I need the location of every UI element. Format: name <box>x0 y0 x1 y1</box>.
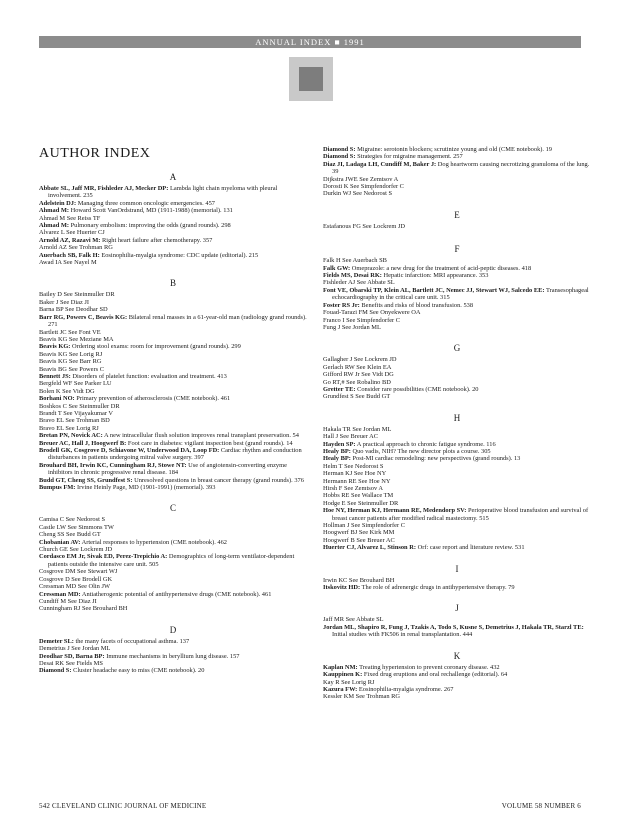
index-entry <box>323 364 591 371</box>
index-entry <box>323 577 591 584</box>
index-column-right <box>323 146 591 701</box>
index-section <box>323 651 591 701</box>
entry-author: Diamond S: <box>323 146 356 153</box>
index-section <box>323 210 591 230</box>
index-section <box>323 343 591 400</box>
index-entry <box>39 336 307 343</box>
section-letter: B <box>169 278 176 289</box>
index-entry <box>39 653 307 660</box>
footer-journal: 542 CLEVELAND CLINIC JOURNAL OF MEDICINE <box>39 802 207 810</box>
journal-logo <box>289 57 333 101</box>
index-entry <box>323 176 591 183</box>
index-entry <box>39 447 307 462</box>
section-letter: G <box>453 343 461 354</box>
index-entry <box>323 272 591 279</box>
entry-author: Ahmad M See Reiss TF <box>39 214 101 222</box>
entry-author: Beavis KG See Meziane MA <box>39 335 114 343</box>
entry-author: Boshkos C See Steinmuller DR <box>39 402 120 410</box>
entry-title: Immune mechanisms in beryllium lung disease. 157 <box>106 652 240 660</box>
entry-title: Cluster headache easy to miss (CME notebook). 20 <box>73 667 205 675</box>
journal-banner: ANNUAL INDEX ■ 1991 <box>39 36 581 48</box>
entry-author: Bergfeld WF See Parker LU <box>39 380 112 388</box>
index-entry <box>39 645 307 652</box>
index-entry <box>323 379 591 386</box>
index-entry <box>323 500 591 507</box>
index-entry <box>39 462 307 477</box>
entry-author: Falk H See Auerbach SB <box>323 257 387 265</box>
entry-author: Hayden SP: <box>323 440 356 448</box>
entry-author: Durkin WJ See Nedorost S <box>323 190 393 198</box>
index-entry <box>323 356 591 363</box>
entry-author: Bravo EL See Lorig RJ <box>39 424 99 432</box>
entry-author: Adelstein DJ: <box>39 199 77 207</box>
entry-title: Quo vadis, NIH? The new director plots a course. 305 <box>352 447 491 455</box>
index-entry <box>323 190 591 197</box>
index-entry <box>39 395 307 402</box>
index-section <box>39 625 307 675</box>
section-letter: A <box>169 172 177 182</box>
index-entry <box>39 237 307 244</box>
entry-title: Eosinophilia-myalgia syndrome. 267 <box>358 685 454 693</box>
entry-author: Bravo EL See Trohman BD <box>39 417 110 425</box>
entry-title: Right heart failure after chemotherapy. 357 <box>102 236 213 244</box>
index-entry <box>323 183 591 190</box>
section-letter: F <box>454 244 460 255</box>
entry-author: Chobanian AV: <box>39 538 81 546</box>
index-entry <box>323 679 591 686</box>
entry-author: Gretter TE: <box>323 385 356 393</box>
entry-author: Beavis KG See Barr RG <box>39 358 102 366</box>
entry-author: Kessler KM See Trohman RG <box>323 693 401 701</box>
entry-author: Diaz JI, Ladaga LH, Cundiff M, Baker J: <box>323 160 437 168</box>
entry-author: Cordasco EM Jr, Sivak ED, Perez-Trepichio A: <box>39 553 168 561</box>
index-entry <box>323 153 591 160</box>
entry-author: Awad IA See Nayel M <box>39 259 97 267</box>
index-entry <box>39 539 307 546</box>
entry-author: Desai RK See Fields MS <box>39 659 103 667</box>
entry-author: Helm T See Nedorost S <box>323 462 384 470</box>
index-entry <box>323 624 591 639</box>
index-entry <box>39 591 307 598</box>
entry-author: Dorosti K See Simpfendorfer C <box>323 183 404 191</box>
entry-title: Orf: case report and literature review. 531 <box>417 544 525 552</box>
entry-author: Herman KJ See Hoe NY <box>323 470 387 478</box>
entry-author: Camisa C See Nedorost S <box>39 516 106 524</box>
index-entry <box>323 492 591 499</box>
footer-volume: VOLUME 58 NUMBER 6 <box>501 802 581 810</box>
entry-title: A practical approach to chronic fatigue syndrome. 116 <box>356 440 496 448</box>
index-entry <box>39 314 307 329</box>
entry-author: Irwin KC See Brouhard BH <box>323 576 395 584</box>
entry-author: Alvarez L See Huerter CJ <box>39 229 105 237</box>
index-entry <box>39 660 307 667</box>
index-entry <box>39 598 307 605</box>
index-column-left <box>39 146 307 675</box>
entry-author: Fouad-Tarazi FM See Onyekwere OA <box>323 309 421 317</box>
section-letter: J <box>455 603 459 614</box>
section-letter: D <box>169 624 177 635</box>
index-entry <box>323 426 591 433</box>
entry-title: Howard Scott VanOrdstrand, MD (1911-1988) (memorial). 131 <box>70 207 233 215</box>
entry-title: Unresolved questions in breast cancer therapy (grand rounds). 376 <box>134 476 304 484</box>
entry-author: Brouhard BH, Irwin KC, Cunningham RJ, Stowe NT: <box>39 461 187 469</box>
entry-author: Bailey D See Steinmuller DR <box>39 291 115 299</box>
index-entry <box>323 441 591 448</box>
entry-author: Gerlach RW See Klein EA <box>323 363 392 371</box>
entry-author: Hollman J See Simpfendorfer C <box>323 522 405 530</box>
entry-title: Cardiac rhythm and conduction disturbances in patients undergoing mitral valve surgery. 397 <box>48 447 302 462</box>
index-entry <box>39 524 307 531</box>
index-entry <box>39 329 307 336</box>
index-entry <box>323 161 591 176</box>
index-entry <box>323 223 591 230</box>
index-entry <box>39 432 307 439</box>
index-entry <box>39 244 307 251</box>
left-sections <box>39 172 307 675</box>
right-sections <box>323 146 591 701</box>
entry-author: Itskovitz HD: <box>323 584 361 592</box>
index-entry <box>39 373 307 380</box>
entry-title: Transesophageal echocardiography in the critical care unit. 315 <box>332 286 589 302</box>
entry-author: Breuer AC, Hall J, Hoogwerf B: <box>39 439 127 447</box>
index-entry <box>39 410 307 417</box>
index-entry <box>39 343 307 350</box>
entry-author: Beavis KG: <box>39 343 71 351</box>
index-entry <box>39 403 307 410</box>
index-entry <box>39 576 307 583</box>
entry-author: Jordan ML, Shapiro R, Fung J, Tzakis A, Todo S, Kusne S, Demetrius J, Hakala TR, Starzl TE: <box>323 623 584 631</box>
entry-title: Bilateral renal masses in a 61-year-old man (radiology grand rounds). 271 <box>48 313 307 329</box>
index-entry <box>323 302 591 309</box>
index-entry <box>323 386 591 393</box>
entry-author: Abbate SL, Jaff MR, Fishleder AJ, Mecker DP: <box>39 185 169 192</box>
page-title: AUTHOR INDEX <box>39 146 151 161</box>
index-entry <box>39 388 307 395</box>
entry-author: Barr RG, Powers C, Beavis KG: <box>39 313 128 321</box>
index-entry <box>39 200 307 207</box>
entry-title: Omeprazole: a new drug for the treatment of acid-peptic diseases. 418 <box>351 264 532 272</box>
entry-title: Hepatic infarction: MRI appearance. 353 <box>383 272 489 280</box>
entry-author: Bartlett JC See Font VE <box>39 328 101 336</box>
entry-author: Huerter CJ, Alvarez L, Stinson R: <box>323 544 416 552</box>
entry-author: Arnold AZ, Razavi M: <box>39 236 101 244</box>
index-entry <box>323 671 591 678</box>
index-entry <box>39 477 307 484</box>
index-section <box>39 503 307 612</box>
entry-author: Hermann RE See Hoe NY <box>323 477 391 485</box>
entry-author: Cunningham RJ See Brouhard BH <box>39 605 128 613</box>
index-entry <box>323 287 591 302</box>
index-entry <box>323 686 591 693</box>
index-entry <box>39 207 307 214</box>
entry-author: Gifford RW Jr See Vidt DG <box>323 371 394 379</box>
index-entry <box>39 638 307 645</box>
index-entry <box>323 537 591 544</box>
entry-author: Cundiff M See Diaz JI <box>39 597 97 605</box>
index-entry <box>39 306 307 313</box>
index-entry <box>39 291 307 298</box>
index-entry <box>39 215 307 222</box>
index-entry <box>323 448 591 455</box>
index-entry <box>323 433 591 440</box>
entry-title: The role of adrenergic drugs in antihypertensive therapy. 79 <box>361 584 515 592</box>
entry-author: Demetrius J See Jordan ML <box>39 645 111 653</box>
index-entry <box>39 366 307 373</box>
index-entry <box>323 455 591 462</box>
index-entry <box>39 568 307 575</box>
entry-title: Lambda light chain myeloma with pleural involvement. 235 <box>48 185 278 200</box>
entry-title: Primary prevention of atherosclerosis (CME notebook). 461 <box>76 395 231 403</box>
entry-author: Go RT,# See Robalino BD <box>323 378 391 386</box>
entry-title: Dog heartworm causing necrotizing granuloma of the lung. 39 <box>332 160 590 176</box>
index-entry <box>323 693 591 700</box>
index-section <box>323 603 591 638</box>
entry-author: Font VE, Obarski TP, Klein AL, Bartlett JC, Nemec JJ, Stewart WJ, Salcedo EE: <box>323 286 545 294</box>
index-entry <box>39 229 307 236</box>
entry-title: Arterial responses to hypertension (CME notebook). 462 <box>81 538 227 546</box>
entry-author: Bumpus FM: <box>39 484 76 492</box>
index-entry <box>323 522 591 529</box>
entry-title: Strategies for migraine management. 257 <box>357 153 463 161</box>
entry-author: Kaplan NM: <box>323 663 358 671</box>
index-entry <box>323 371 591 378</box>
index-entry <box>39 299 307 306</box>
index-section <box>323 244 591 331</box>
entry-author: Castle LW See Simmons TW <box>39 523 114 531</box>
index-entry <box>39 667 307 674</box>
entry-title: the many facets of occupational asthma. 137 <box>75 637 190 645</box>
entry-title: Treating hypertension to prevent coronary disease. 432 <box>359 663 500 671</box>
entry-author: Fields MS, Desai RK: <box>323 272 382 280</box>
index-entry <box>39 440 307 447</box>
entry-author: Kauppinen K: <box>323 671 363 679</box>
index-entry <box>39 425 307 432</box>
entry-author: Auerbach SB, Falk H: <box>39 251 100 259</box>
entry-author: Estafanous FG See Lockrem JD <box>323 222 405 230</box>
entry-author: Bretan PN, Novick AC: <box>39 432 103 440</box>
entry-author: Cosgrove DM See Stewart WJ <box>39 568 118 576</box>
entry-author: Brandt T See Vijayakumar V <box>39 409 114 417</box>
entry-author: Borhani NO: <box>39 395 75 403</box>
index-entry <box>323 616 591 623</box>
entry-title: Fixed drug eruptions and oral rechallenge (editorial). 64 <box>363 671 508 679</box>
entry-author: Hoogwerf BJ See Kirk MM <box>323 529 395 537</box>
entry-author: Falk GW: <box>323 264 351 272</box>
entry-title: Consider rare possibilities (CME notebook). 20 <box>357 385 479 393</box>
index-entry <box>39 358 307 365</box>
section-letter: I <box>455 563 459 574</box>
entry-author: Kazura FW: <box>323 685 358 693</box>
index-entry <box>323 529 591 536</box>
index-entry <box>323 317 591 324</box>
index-entry <box>39 553 307 568</box>
entry-author: Fung J See Jordan ML <box>323 323 381 331</box>
index-section <box>323 413 591 552</box>
entry-author: Ahmad M: <box>39 222 69 230</box>
entry-author: Hakala TR See Jordan ML <box>323 425 392 433</box>
index-entry <box>39 252 307 259</box>
entry-author: Deodhar SD, Barna BP: <box>39 652 105 660</box>
index-entry <box>39 605 307 612</box>
entry-author: Bolen K See Vidt DG <box>39 387 95 395</box>
entry-title: Post-MI cardiac remodeling: new perspectives (grand rounds). 13 <box>352 455 521 463</box>
entry-author: Bennett JS: <box>39 372 71 380</box>
index-section <box>323 564 591 592</box>
index-entry <box>39 484 307 491</box>
index-entry <box>39 531 307 538</box>
index-entry <box>323 265 591 272</box>
entry-title: Antiatherogenic potential of antihypertensive drugs (CME notebook). 461 <box>81 590 272 598</box>
entry-title: Use of angiotensin-converting enzyme inhibitors in chronic progressive renal disease. 184 <box>48 461 287 477</box>
entry-author: Hoogwerf B See Breuer AC <box>323 536 395 544</box>
entry-author: Gallagher J See Lockrem JD <box>323 356 397 364</box>
entry-title: Perioperative blood transfusion and survival of breast cancer patients after modified radical mastectomy. 515 <box>332 507 589 522</box>
entry-author: Baker J See Diaz JI <box>39 298 90 306</box>
entry-title: Initial studies with FK506 in renal transplantation. 444 <box>332 631 473 639</box>
entry-author: Hodge E See Steinmuller DR <box>323 499 399 507</box>
entry-author: Franco I See Simpfendorfer C <box>323 316 401 324</box>
index-entry <box>39 516 307 523</box>
index-entry <box>39 185 307 200</box>
index-entry <box>39 583 307 590</box>
entry-author: Cheng SS See Budd GT <box>39 531 101 539</box>
entry-title: A new intracellular flush solution improves renal transplant preservation. 54 <box>104 432 299 440</box>
index-entry <box>323 664 591 671</box>
entry-title: Eosinophilia-myalgia syndrome: CDC update (editorial). 215 <box>101 251 259 259</box>
entry-author: Church GE See Lockrem JD <box>39 546 113 554</box>
index-entry <box>323 257 591 264</box>
section-letter: H <box>453 412 461 423</box>
index-entry <box>323 470 591 477</box>
entry-author: Arnold AZ See Trohman RG <box>39 244 113 252</box>
index-entry <box>39 259 307 266</box>
index-entry <box>323 485 591 492</box>
entry-title: Irvine Heinly Page, MD (1901-1991) (memorial). 393 <box>77 484 216 492</box>
entry-title: Foot care in diabetes: vigilant inspection best (grand rounds). 14 <box>127 439 293 447</box>
entry-author: Ahmad M: <box>39 207 69 215</box>
index-entry <box>39 351 307 358</box>
entry-author: Cressman MD See Olin JW <box>39 583 110 591</box>
entry-author: Cressman MD: <box>39 590 81 598</box>
entry-title: Managing three common oncologic emergencies. 457 <box>77 199 215 207</box>
index-entry <box>323 478 591 485</box>
entry-author: Healy BP: <box>323 455 351 463</box>
index-section <box>323 146 591 198</box>
entry-title: Ordering stool exams: room for improvement (grand rounds). 299 <box>72 343 241 351</box>
entry-author: Dijkstra JWE See Zemtsov A <box>323 175 399 183</box>
entry-author: Grundfest S See Budd GT <box>323 393 391 401</box>
entry-author: Hall J See Breuer AC <box>323 433 379 441</box>
entry-author: Demeter SL: <box>39 637 74 645</box>
entry-author: Jaff MR See Abbate SL <box>323 616 384 624</box>
index-entry <box>323 544 591 551</box>
entry-author: Barna BP See Deodhar SD <box>39 306 108 314</box>
index-entry <box>323 507 591 522</box>
index-entry <box>323 584 591 591</box>
section-letter: K <box>453 650 461 661</box>
entry-author: Healy BP: <box>323 447 351 455</box>
entry-author: Budd GT, Cheng SS, Grundfest S: <box>39 476 133 484</box>
entry-author: Brodell GK, Cosgrove D, Schiavone W, Underwood DA, Loop FD: <box>39 447 220 454</box>
entry-title: Migraine: serotonin blockers; scrutinize young and old (CME notebook). 19 <box>357 146 552 153</box>
entry-title: Pulmonary embolism: improving the odds (grand rounds). 298 <box>70 222 231 230</box>
entry-author: Hoe NY, Herman KJ, Hermann RE, Medendorp SV: <box>323 507 467 515</box>
entry-author: Diamond S: <box>323 153 356 161</box>
index-section <box>39 172 307 266</box>
index-entry <box>39 222 307 229</box>
journal-logo-square <box>299 67 323 91</box>
entry-author: Diamond S: <box>39 667 72 675</box>
section-letter: E <box>454 209 460 220</box>
entry-author: Kay R See Lorig RJ <box>323 678 375 686</box>
entry-title: Benefits and risks of blood transfusion. 538 <box>361 301 474 309</box>
index-entry <box>323 324 591 331</box>
index-entry <box>323 463 591 470</box>
entry-author: Cosgrove D See Brodell GK <box>39 575 113 583</box>
index-section <box>39 278 307 491</box>
index-entry <box>39 546 307 553</box>
index-entry <box>323 309 591 316</box>
entry-author: Hobbs RE See Wallace TM <box>323 492 394 500</box>
index-entry <box>39 380 307 387</box>
index-entry <box>323 146 591 153</box>
index-entry <box>323 279 591 286</box>
section-letter: C <box>169 503 176 514</box>
index-entry <box>323 393 591 400</box>
entry-title: Disorders of platelet function: evaluation and treatment. 413 <box>72 372 227 380</box>
entry-author: Beavis KG See Lorig RJ <box>39 350 103 358</box>
entry-author: Fishleder AJ See Abbate SL <box>323 279 395 287</box>
entry-author: Beavis BG See Powers C <box>39 365 104 373</box>
index-entry <box>39 417 307 424</box>
entry-author: Hirsh F See Zemtsov A <box>323 485 383 492</box>
entry-title: Demographics of long-term ventilator-dependent patients outside the intensive care unit. 505 <box>48 553 295 568</box>
entry-author: Foster RS Jr: <box>323 301 360 309</box>
